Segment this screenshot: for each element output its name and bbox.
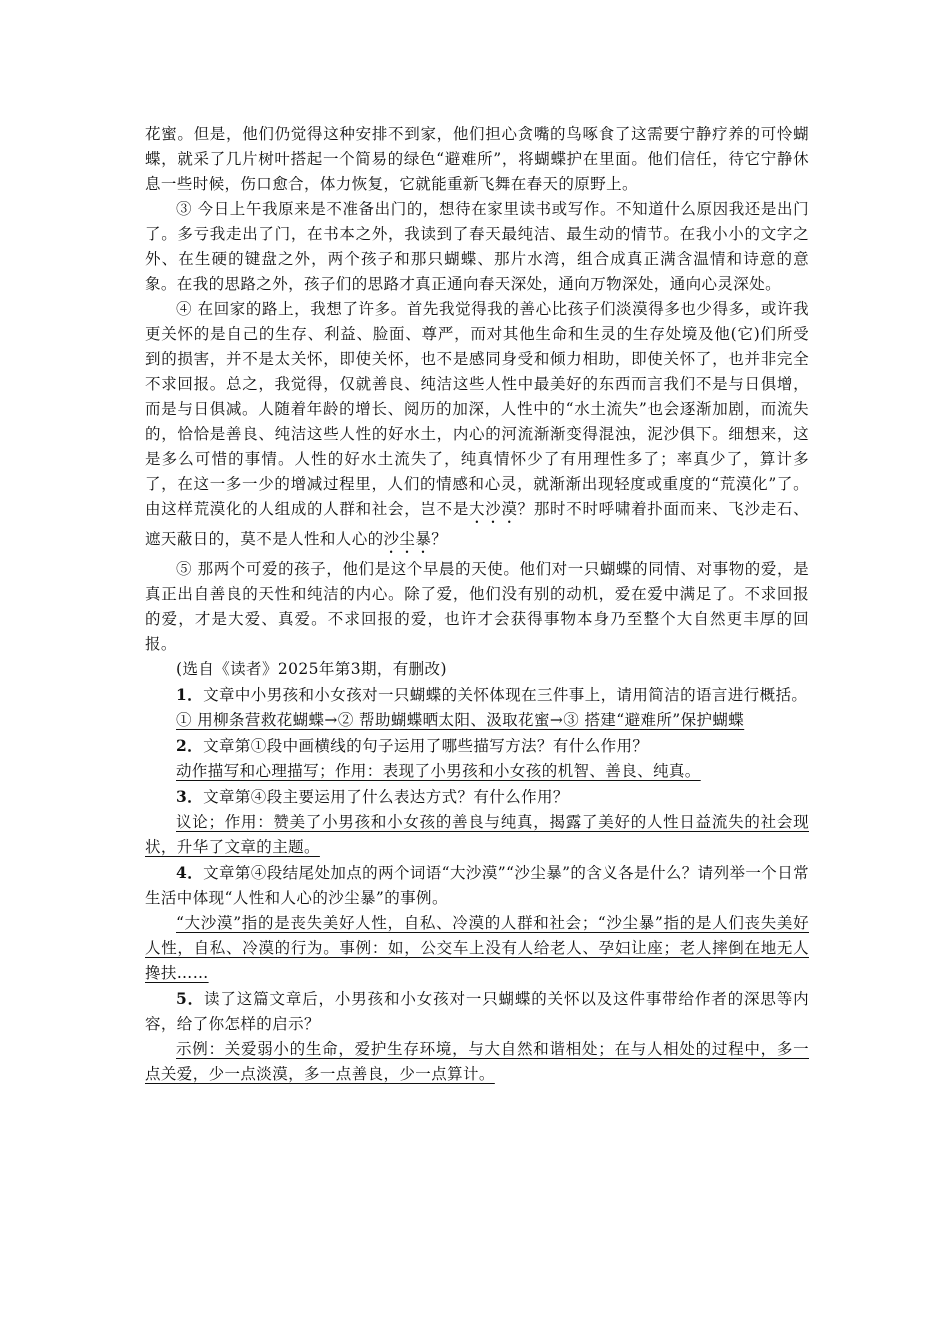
article-paragraph-5: ⑤ 那两个可爱的孩子，他们是这个早晨的天使。他们对一只蝴蝶的同情、对事物的爱，是真正出自善良的天性和纯洁的内心。除了爱，他们没有别的动机，爱在爱中满足了。不求回报的爱，才是大爱、真爱。不求回报的爱，也许才会获得事物本身乃至整个大自然更丰厚的回报。 bbox=[145, 560, 809, 653]
article-paragraph-1-continued: 花蜜。但是，他们仍觉得这种安排不到家，他们担心贪嘴的鸟啄食了这需要宁静疗养的可怜蝴蝶，就采了几片树叶搭起一个简易的绿色“避难所”，将蝴蝶护在里面。他们信任，待它宁静休息一些时候，伤口愈合，体力恢复，它就能重新飞舞在春天的原野上。 bbox=[145, 125, 809, 193]
question-2 bbox=[145, 733, 809, 759]
answer-text: 动作描写和心理描写；作用：表现了小男孩和小女孩的机智、善良、纯真。 bbox=[176, 762, 701, 780]
question-number: 4． bbox=[176, 863, 204, 882]
answer-text: 示例：关爱弱小的生命，爱护生存环境，与大自然和谐相处；在与人相处的过程中，多一点关爱，少一点淡漠，多一点善良，少一点算计。 bbox=[145, 1040, 809, 1083]
question-text: 文章第④段主要运用了什么表达方式？有什么作用？ bbox=[203, 788, 569, 806]
answer-text: ① 用柳条营救花蝴蝶→② 帮助蝴蝶晒太阳、汲取花蜜→③ 搭建“避难所”保护蝴蝶 bbox=[176, 711, 745, 729]
article-paragraph-4 bbox=[145, 297, 809, 557]
answer-text: “大沙漠”指的是丧失美好人性，自私、冷漠的人群和社会；“沙尘暴”指的是人们丧失美好人性，自私、冷漠的行为。事例：如，公交车上没有人给老人、孕妇让座；老人摔倒在地无人搀扶…… bbox=[145, 914, 809, 982]
document-page bbox=[145, 122, 809, 1087]
question-4 bbox=[145, 860, 809, 911]
answer-text: 议论；作用：赞美了小男孩和小女孩的善良与纯真，揭露了美好的人性日益流失的社会现状，升华了文章的主题。 bbox=[145, 813, 809, 856]
answer-5 bbox=[145, 1037, 809, 1087]
article-paragraph-3: ③ 今日上午我原来是不准备出门的，想待在家里读书或写作。不知道什么原因我还是出门了。多亏我走出了门，在书本之外，我读到了春天最纯洁、最生动的情节。在我小小的文字之外、在生硬的键盘之外，两个孩子和那只蝴蝶、那片水湾，组合成真正满含温情和诗意的意象。在我的思路之外，孩子们的思路才真正通向春天深处，通向万物深处，通向心灵深处。 bbox=[145, 200, 809, 293]
question-text: 读了这篇文章后，小男孩和小女孩对一只蝴蝶的关怀以及这件事带给作者的深思等内容，给了你怎样的启示？ bbox=[145, 990, 809, 1033]
paragraph-4-text-b: ？那时不时呼啸着扑面而来、飞沙走石、遮天蔽日的，莫不是人性和人心的 bbox=[145, 500, 809, 548]
question-block-3 bbox=[145, 784, 809, 860]
question-text: 文章中小男孩和小女孩对一只蝴蝶的关怀体现在三件事上，请用简洁的语言进行概括。 bbox=[203, 686, 808, 704]
question-number: 2． bbox=[176, 736, 204, 755]
question-block-1 bbox=[145, 682, 809, 733]
question-1 bbox=[145, 682, 809, 708]
question-3 bbox=[145, 784, 809, 810]
question-number: 3． bbox=[176, 787, 204, 806]
dotted-word-sandstorm: 沙尘暴 bbox=[383, 530, 432, 548]
question-block-2 bbox=[145, 733, 809, 784]
question-5 bbox=[145, 986, 809, 1037]
answer-2 bbox=[145, 759, 809, 784]
question-number: 1． bbox=[176, 685, 204, 704]
article-source: (选自《读者》2025年第3期，有删改) bbox=[176, 660, 447, 678]
question-block-4 bbox=[145, 860, 809, 986]
answer-4 bbox=[145, 911, 809, 986]
paragraph-4-text-a: ④ 在回家的路上，我想了许多。首先我觉得我的善心比孩子们淡漠得多也少得多，或许我更关怀的是自己的生存、利益、脸面、尊严，而对其他生命和生灵的生存处境及他(它)们所受到的损害，并不是太关怀，即使关怀，也不是感同身受和倾力相助，即使关怀了，也并非完全不求回报。总之，我觉得，仅就善良、纯洁这些人性中最美好的东西而言我们不是与日俱增，而是与日俱减。人随着年龄的增长、阅历的加深，人性中的“水土流失”也会逐渐加剧，而流失的，恰恰是善良、纯洁这些人性的好水土，内心的河流渐渐变得混浊，泥沙俱下。细想来，这是多么可惜的事情。人性的好水土流失了，纯真情怀少了有用理性多了；率真少了，算计多了，在这一多一少的增减过程里，人们的情感和心灵，就渐渐出现轻度或重度的“荒漠化”了。由这样荒漠化的人组成的人群和社会，岂不是 bbox=[145, 300, 809, 518]
paragraph-4-text-c: ？ bbox=[431, 530, 448, 548]
question-block-5 bbox=[145, 986, 809, 1087]
question-text: 文章第④段结尾处加点的两个词语“大沙漠”“沙尘暴”的含义各是什么？请列举一个日常生活中体现“人性和人心的沙尘暴”的事例。 bbox=[145, 864, 810, 907]
answer-3 bbox=[145, 810, 809, 860]
question-number: 5． bbox=[176, 989, 205, 1008]
dotted-word-big-desert: 大沙漠 bbox=[469, 500, 518, 518]
question-text: 文章第①段中画横线的句子运用了哪些描写方法？有什么作用？ bbox=[203, 737, 649, 755]
answer-1 bbox=[145, 708, 809, 733]
